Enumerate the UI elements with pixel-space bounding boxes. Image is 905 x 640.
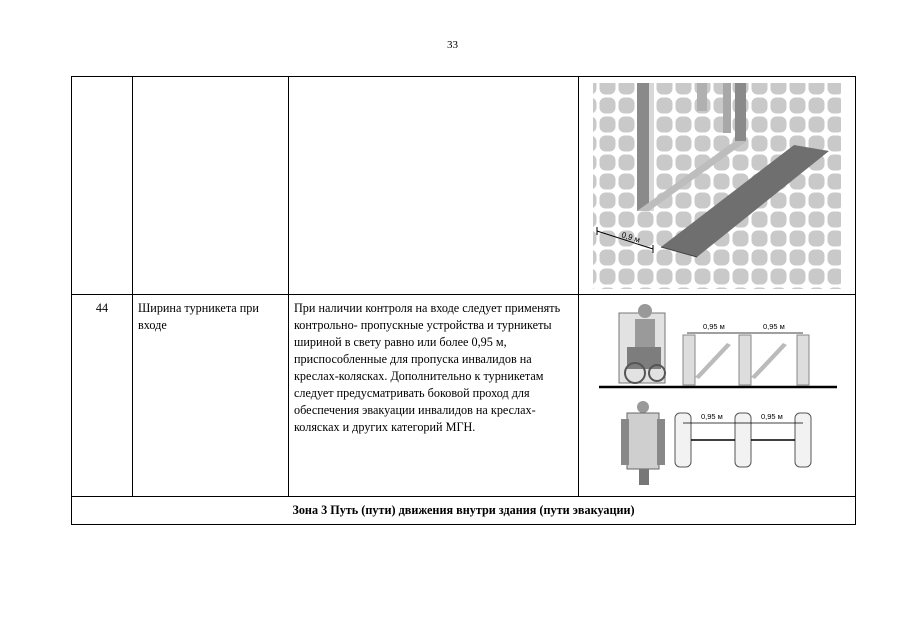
turnstile-width-illustration-icon: [579, 295, 856, 495]
row-illustration: [579, 295, 856, 497]
table-row: [72, 295, 856, 497]
row-number: 44: [72, 295, 133, 497]
ramp-dimension-label: 0,9 м: [620, 230, 642, 245]
row-number: [72, 77, 133, 295]
dimension-label: 0,95 м: [761, 412, 783, 421]
row-description: При наличии контроля на входе следует применять контрольно- пропускные устройства и турникеты шириной в свету равно или более 0,95 м, приспособленные для пропуска инвалидов на креслах-колясках. Дополнительно к турникетам следует предусматривать боковой проход для обеспечения эвакуации инвалидов на креслах-колясках и других категорий МГН.: [289, 295, 579, 497]
dimension-label: 0,95 м: [703, 322, 725, 331]
row-name: [133, 77, 289, 295]
ramp-doorway-illustration-icon: [579, 77, 856, 293]
dimension-label: 0,95 м: [701, 412, 723, 421]
row-illustration: [579, 77, 856, 295]
table-row: [72, 77, 856, 295]
row-description: [289, 77, 579, 295]
row-name: Ширина турникета при входе: [133, 295, 289, 497]
dimension-label: 0,95 м: [763, 322, 785, 331]
zone-title: Зона 3 Путь (пути) движения внутри здания (пути эвакуации): [72, 497, 856, 525]
requirements-table: [71, 76, 856, 525]
zone-row: [72, 497, 856, 525]
page-number: 33: [447, 39, 458, 51]
